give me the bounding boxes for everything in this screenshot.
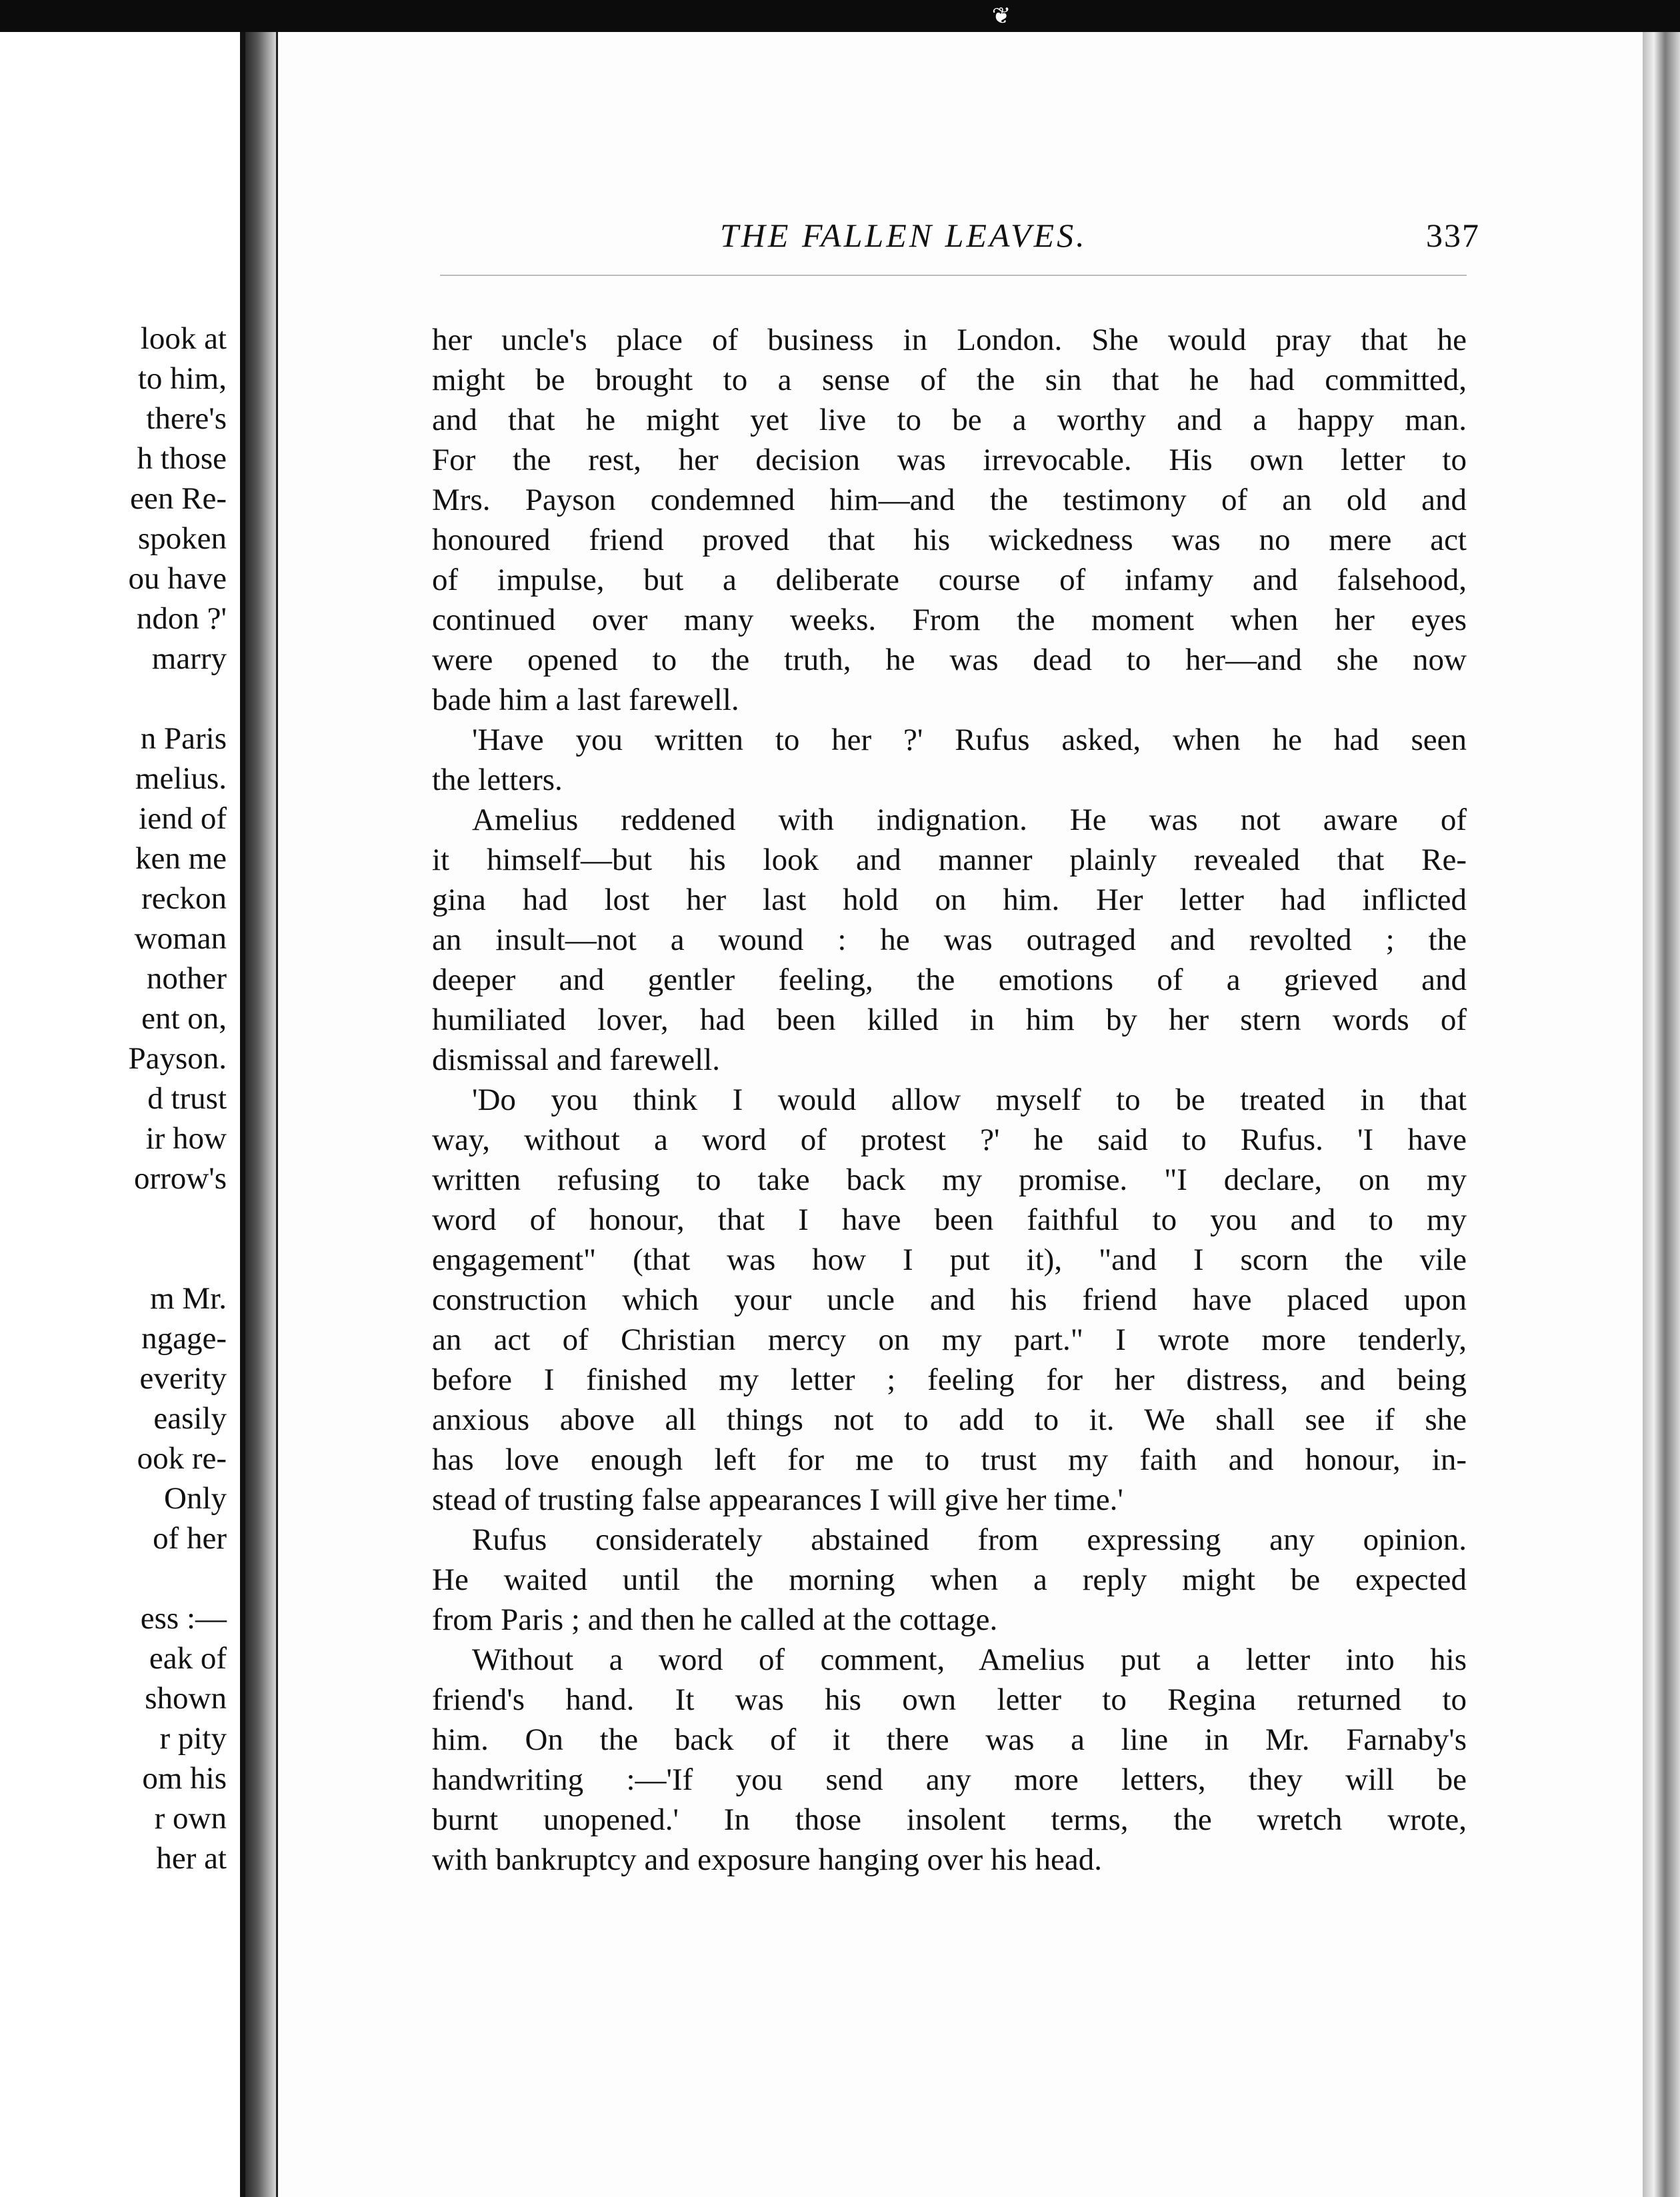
left-page-line: r own [154, 1801, 227, 1836]
body-line: an insult—not a wound : he was outraged and revolted ; the [432, 923, 1467, 957]
body-line: dismissal and farewell. [432, 1043, 721, 1077]
left-page-line: m Mr. [150, 1281, 227, 1316]
body-line: For the rest, her decision was irrevocable. His own letter to [432, 443, 1467, 477]
body-line: and that he might yet live to be a worthy and a happy man. [432, 403, 1467, 437]
left-page-line: woman [134, 921, 227, 956]
left-page-line: melius. [135, 761, 227, 796]
left-page-line: ir how [145, 1121, 227, 1156]
left-page-line: ess :— [140, 1601, 227, 1636]
body-line: the letters. [432, 763, 563, 797]
running-head [720, 212, 1480, 259]
body-line: it himself—but his look and manner plainly revealed that Re- [432, 843, 1467, 877]
left-page-line: ngage- [141, 1321, 227, 1356]
left-page-line: there's [146, 401, 227, 436]
left-page-line: een Re- [130, 481, 227, 516]
left-page-line: reckon [141, 881, 227, 916]
body-line: has love enough left for me to trust my faith and honour, in- [432, 1442, 1467, 1477]
body-line: He waited until the morning when a reply might be expected [432, 1562, 1467, 1597]
header-rule [440, 275, 1467, 276]
left-page-line: ken me [135, 841, 227, 876]
body-line: bade him a last farewell. [432, 683, 739, 717]
left-page-line: her at [156, 1841, 227, 1876]
body-line: might be brought to a sense of the sin that he had committed, [432, 363, 1467, 397]
left-page-line: eak of [149, 1641, 227, 1676]
body-line: word of honour, that I have been faithful to you and to my [432, 1202, 1467, 1237]
body-text [432, 320, 1467, 1880]
left-page-line: ook re- [137, 1441, 227, 1476]
left-page-line: easily [153, 1401, 227, 1436]
body-line: handwriting :—'If you send any more letters, they will be [432, 1762, 1467, 1797]
left-page-line: om his [142, 1761, 227, 1796]
left-page-line: Only [164, 1481, 227, 1516]
body-line: written refusing to take back my promise. "I declare, on my [432, 1162, 1467, 1197]
body-line: humiliated lover, had been killed in him by her stern words of [432, 1003, 1467, 1037]
body-line: of impulse, but a deliberate course of infamy and falsehood, [432, 563, 1467, 597]
left-page-line: everity [139, 1361, 227, 1396]
body-line: with bankruptcy and exposure hanging over his head. [432, 1842, 1103, 1877]
page-edge [1643, 32, 1680, 2197]
left-page-line: d trust [147, 1081, 227, 1116]
body-line: anxious above all things not to add to it. We shall see if she [432, 1402, 1467, 1437]
body-line: Rufus considerately abstained from expressing any opinion. [472, 1522, 1467, 1557]
left-page-line: nother [146, 961, 227, 996]
body-line: burnt unopened.' In those insolent terms, the wretch wrote, [432, 1802, 1467, 1837]
left-page-line: to him, [137, 361, 227, 396]
left-page-line: Payson. [128, 1041, 227, 1076]
scan-top-border [0, 0, 1680, 32]
left-page-line: shown [145, 1681, 227, 1716]
body-line: continued over many weeks. From the moment when her eyes [432, 603, 1467, 637]
left-page-line: n Paris [140, 721, 227, 756]
body-line: gina had lost her last hold on him. Her letter had inflicted [432, 883, 1467, 917]
ornament-icon: ❦ [991, 4, 1011, 29]
body-line: from Paris ; and then he called at the cottage. [432, 1602, 998, 1637]
left-page-fragment [0, 32, 245, 2197]
left-page-line: ndon ?' [136, 601, 227, 636]
body-line: before I finished my letter ; feeling for her distress, and being [432, 1362, 1467, 1397]
left-page-line: orrow's [133, 1161, 227, 1196]
body-line: engagement" (that was how I put it), "and I scorn the vile [432, 1242, 1467, 1277]
body-line: 'Have you written to her ?' Rufus asked, when he had seen [472, 723, 1467, 757]
book-gutter [245, 32, 276, 2197]
body-line: Without a word of comment, Amelius put a letter into his [472, 1642, 1467, 1677]
left-page-line: h those [137, 441, 227, 476]
body-line: deeper and gentler feeling, the emotions of a grieved and [432, 963, 1467, 997]
body-line: him. On the back of it there was a line in Mr. Farnaby's [432, 1722, 1467, 1757]
running-head-title: THE FALLEN LEAVES. [720, 217, 1087, 254]
left-page-line: of her [153, 1521, 227, 1556]
page-number: 337 [1426, 217, 1480, 254]
left-page-line: look at [140, 321, 227, 356]
left-page-line: spoken [137, 521, 227, 556]
body-line: stead of trusting false appearances I will give her time.' [432, 1482, 1123, 1517]
left-page-line: r pity [159, 1721, 227, 1756]
body-line: construction which your uncle and his friend have placed upon [432, 1282, 1467, 1317]
left-page-line: ou have [128, 561, 227, 596]
body-line: Mrs. Payson condemned him—and the testimony of an old and [432, 483, 1467, 517]
left-page-line: marry [151, 641, 227, 676]
body-line: way, without a word of protest ?' he said to Rufus. 'I have [432, 1122, 1467, 1157]
body-line: honoured friend proved that his wickedness was no mere act [432, 523, 1467, 557]
body-line: her uncle's place of business in London. She would pray that he [432, 323, 1467, 357]
body-line: friend's hand. It was his own letter to Regina returned to [432, 1682, 1467, 1717]
left-page-line: iend of [139, 801, 227, 836]
body-line: an act of Christian mercy on my part." I wrote more tenderly, [432, 1322, 1467, 1357]
body-line: 'Do you think I would allow myself to be treated in that [472, 1083, 1467, 1117]
left-page-line: ent on, [141, 1001, 227, 1036]
body-line: were opened to the truth, he was dead to her—and she now [432, 643, 1467, 677]
body-line: Amelius reddened with indignation. He was not aware of [472, 803, 1467, 837]
